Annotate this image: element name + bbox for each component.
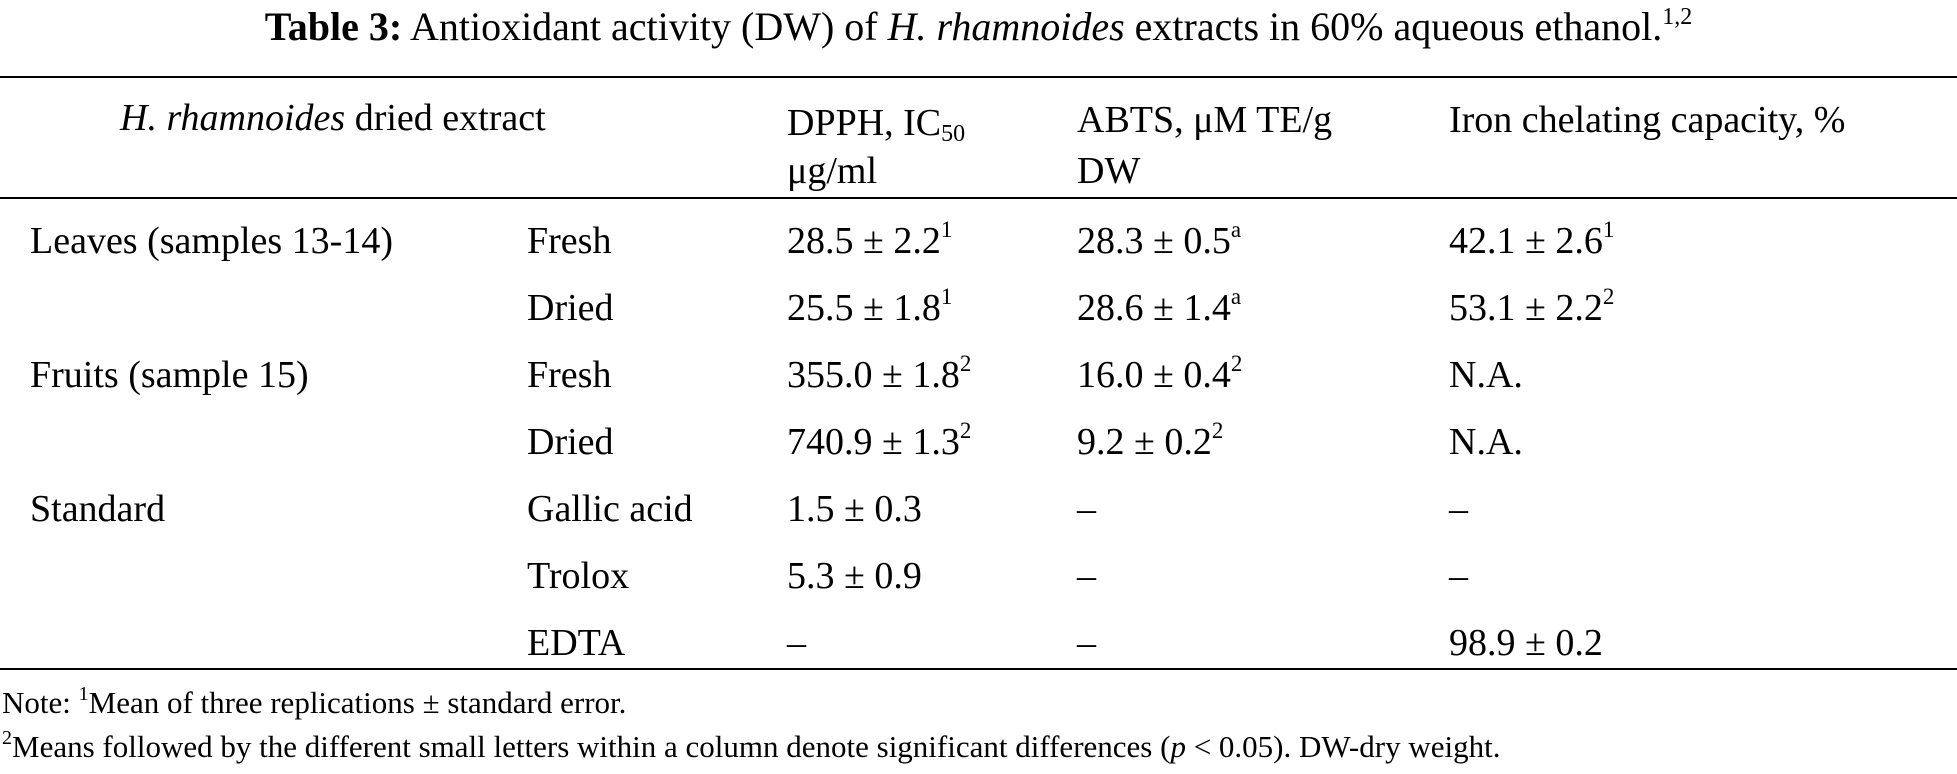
header-dpph-text: DPPH, IC [787,102,942,144]
header-extract-text: dried extract [345,97,546,139]
cell-dpph-value: 1.5 ± 0.3 [787,488,922,530]
cell-dpph [787,484,922,534]
header-rule [0,197,1957,199]
cell-treatment-value: Trolox [527,555,630,597]
cell-sample [30,350,309,400]
top-rule [0,76,1957,78]
cell-treatment [527,283,614,333]
cell-iron [1449,551,1468,601]
cell-iron-footnote-mark: 1 [1602,217,1615,242]
cell-treatment-value: Gallic acid [527,488,693,530]
cell-iron-value: 53.1 ± 2.2 [1449,287,1603,329]
cell-abts-value: 28.3 ± 0.5 [1077,220,1231,262]
cell-abts-footnote-mark: a [1230,217,1242,242]
cell-abts [1077,618,1096,668]
cell-abts [1077,350,1242,400]
table-note-1 [2,683,626,723]
cell-sample-value: Standard [30,488,166,530]
cell-sample [30,216,393,266]
cell-treatment-value: Dried [527,421,614,463]
note-2-p-symbol: p [1170,729,1186,764]
caption-text-start: Antioxidant activity (DW) of [402,4,888,49]
cell-abts-footnote-mark: 2 [1211,418,1224,443]
cell-treatment-value: EDTA [527,622,626,664]
cell-dpph-footnote-mark: 1 [940,284,953,309]
cell-abts [1077,216,1241,266]
cell-iron [1449,216,1614,266]
cell-abts [1077,417,1223,467]
cell-abts [1077,484,1096,534]
header-dpph-line1 [787,98,965,148]
note-2-mark: 2 [2,727,12,749]
cell-dpph [787,618,806,668]
cell-abts-value: 16.0 ± 0.4 [1077,354,1231,396]
cell-sample [30,484,165,534]
note-1-mark: 1 [78,683,89,705]
cell-abts-footnote-mark: 2 [1230,351,1243,376]
cell-iron-value: – [1449,555,1468,597]
cell-abts-value: – [1077,555,1096,597]
caption-footnote-marks: 1,2 [1662,4,1693,30]
cell-iron [1449,283,1614,333]
header-dpph-line2: μg/ml [787,150,878,192]
cell-abts [1077,551,1096,601]
cell-dpph-value: 5.3 ± 0.9 [787,555,922,597]
cell-iron-value: – [1449,488,1468,530]
cell-iron-footnote-mark: 2 [1602,284,1615,309]
cell-dpph-value: – [787,622,806,664]
bottom-rule [0,668,1957,670]
header-dpph-subscript: 50 [941,121,966,147]
cell-treatment-value: Dried [527,287,614,329]
header-extract [120,93,546,143]
cell-dpph-value: 740.9 ± 1.3 [787,421,960,463]
cell-dpph-value: 25.5 ± 1.8 [787,287,941,329]
caption-species: H. rhamnoides [887,4,1125,49]
cell-abts-footnote-mark: a [1230,284,1242,309]
cell-iron-value: 98.9 ± 0.2 [1449,622,1603,664]
cell-abts [1077,283,1241,333]
cell-abts-value: – [1077,622,1096,664]
cell-iron [1449,350,1523,400]
table-note-2 [2,727,1500,767]
cell-abts-value: 9.2 ± 0.2 [1077,421,1212,463]
cell-sample-value: Leaves (samples 13-14) [30,220,393,262]
cell-abts-value: 28.6 ± 1.4 [1077,287,1231,329]
cell-dpph [787,417,971,467]
cell-iron [1449,417,1523,467]
cell-dpph-footnote-mark: 1 [940,217,953,242]
header-extract-species: H. rhamnoides [120,97,346,139]
cell-treatment [527,551,629,601]
note-1-text: Mean of three replications ± standard error. [88,685,627,720]
table-caption [0,2,1957,52]
cell-treatment-value: Fresh [527,220,612,262]
cell-dpph [787,350,971,400]
cell-dpph-footnote-mark: 2 [959,351,972,376]
cell-dpph-footnote-mark: 2 [959,418,972,443]
cell-dpph [787,551,922,601]
cell-iron-value: N.A. [1449,354,1523,396]
cell-dpph-value: 355.0 ± 1.8 [787,354,960,396]
cell-abts-value: – [1077,488,1096,530]
cell-treatment [527,484,693,534]
cell-sample-value: Fruits (sample 15) [30,354,309,396]
cell-treatment-value: Fresh [527,354,612,396]
cell-iron [1449,484,1468,534]
cell-dpph [787,283,952,333]
cell-treatment [527,417,614,467]
header-abts-line1: ABTS, μM TE/g [1077,99,1333,141]
note-1-prefix: Note: [2,685,79,720]
cell-iron-value: 42.1 ± 2.6 [1449,220,1603,262]
header-iron: Iron chelating capacity, % [1449,99,1846,141]
cell-treatment [527,618,625,668]
caption-text-end: extracts in 60% aqueous ethanol. [1124,4,1663,49]
cell-treatment [527,350,611,400]
note-2-text-start: Means followed by the different small letters within a column denote significant differences ( [12,729,1171,764]
cell-dpph [787,216,952,266]
cell-iron [1449,618,1603,668]
cell-iron-value: N.A. [1449,421,1523,463]
table-label: Table 3: [264,4,403,49]
header-abts-line2: DW [1077,150,1141,192]
note-2-text-end: < 0.05). DW-dry weight. [1185,729,1501,764]
cell-treatment [527,216,611,266]
cell-dpph-value: 28.5 ± 2.2 [787,220,941,262]
